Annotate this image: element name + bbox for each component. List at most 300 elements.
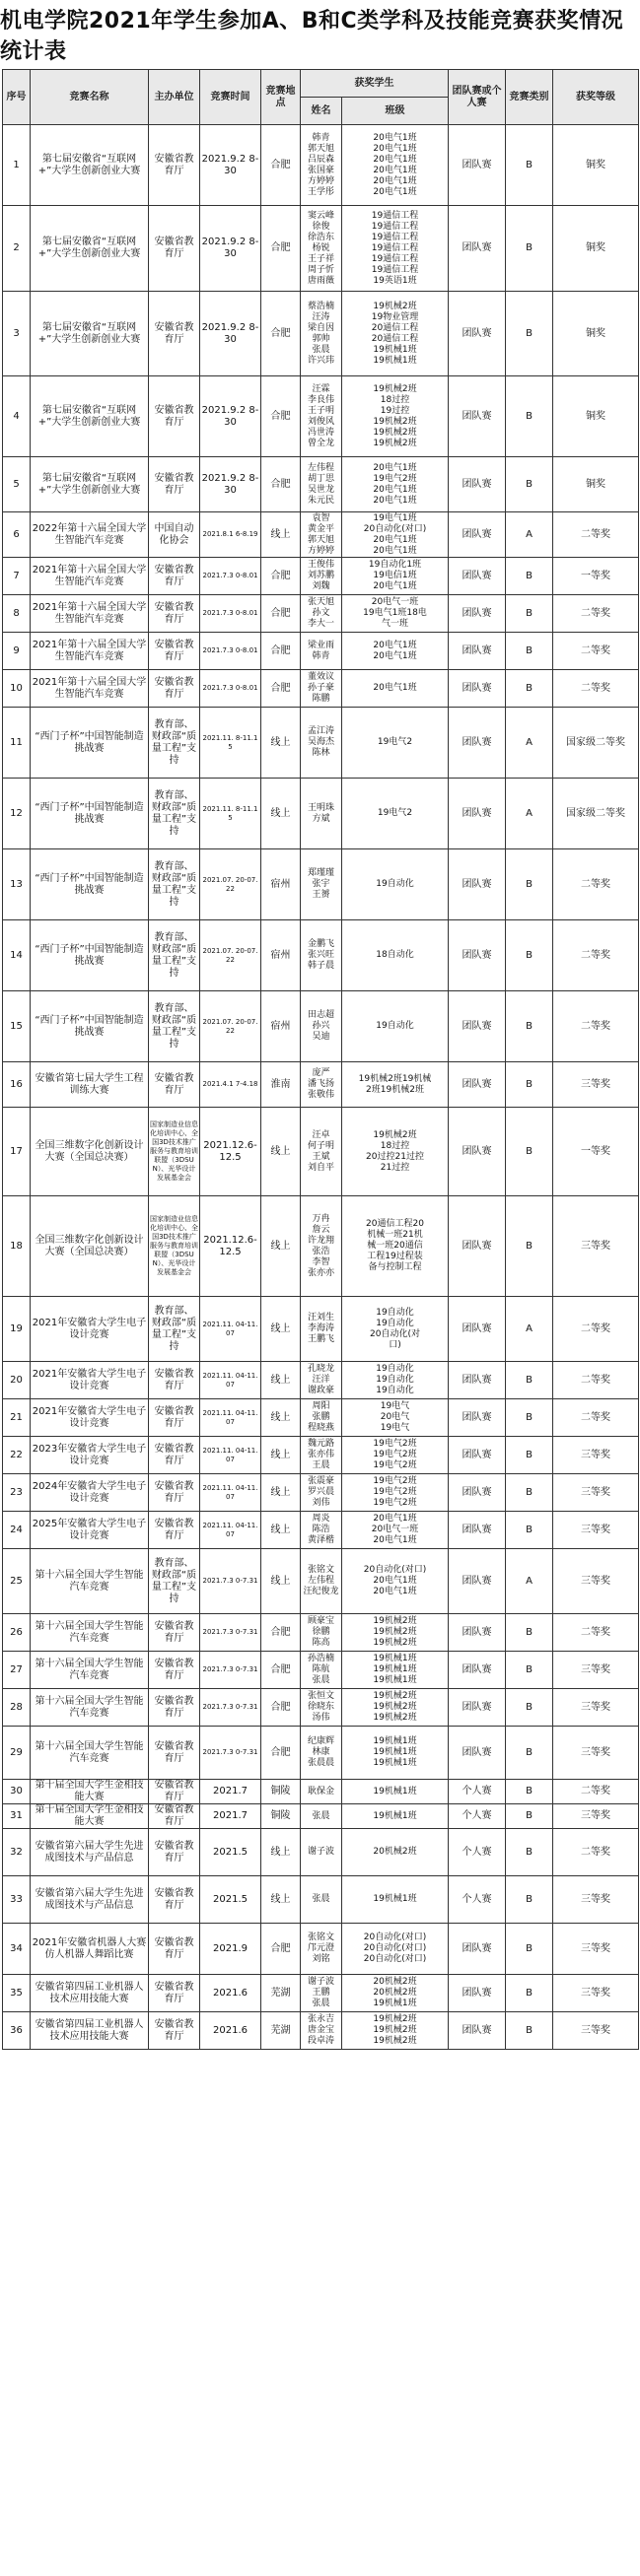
student-classes: [342, 1689, 449, 1727]
team-or-individual: 团队赛: [449, 1399, 506, 1437]
student-class: 20电气1班: [373, 534, 417, 545]
student-classes: [342, 1474, 449, 1512]
student-name: 王明珠: [307, 802, 334, 813]
competition-name: 安徽省第四届工业机器人技术应用技能大赛: [31, 2012, 149, 2050]
student-name: 曾全龙: [307, 438, 334, 448]
student-class: 20电气1班: [373, 1535, 417, 1545]
competition-time: 2021.11. 04-11.07: [200, 1512, 261, 1549]
student-name: 汪纪俊龙: [303, 1587, 339, 1596]
student-class: 20电气1班: [373, 1587, 417, 1596]
student-class: 20电气: [380, 1412, 410, 1422]
student-name: 郭帅: [312, 333, 330, 344]
organizer: 安徽省教育厅: [149, 670, 200, 708]
award-level: 国家级二等奖: [553, 708, 639, 779]
student-name: 韩子晨: [307, 961, 334, 971]
student-name: 张亦伟: [307, 1450, 334, 1459]
student-class: 20电气1班: [373, 154, 417, 165]
header-no: 序号: [3, 70, 31, 125]
student-name: 刘俊风: [307, 416, 334, 427]
student-class: 19电气: [380, 1401, 410, 1411]
award-level: 三等奖: [553, 1512, 639, 1549]
student-name: 徐鹏: [312, 1627, 330, 1637]
team-or-individual: 团队赛: [449, 2012, 506, 2050]
student-class: 19电气1班: [373, 512, 417, 523]
student-name: 耿保金: [307, 1786, 334, 1796]
competition-time: 2021.9.2 8-30: [200, 457, 261, 512]
student-name: 陈高: [312, 1638, 330, 1648]
organizer: 安徽省教育厅: [149, 1780, 200, 1804]
student-name: 林康: [312, 1747, 330, 1757]
student-names: [301, 1399, 342, 1437]
page-title: 机电学院2021年学生参加A、B和C类学科及技能竞赛获奖情况统计表: [0, 9, 624, 64]
competition-category: B: [506, 457, 553, 512]
organizer: 安徽省教育厅: [149, 125, 200, 206]
student-names: [301, 1108, 342, 1196]
table-row: [3, 595, 639, 633]
student-names: [301, 1297, 342, 1362]
table-row: [3, 1727, 639, 1780]
competition-time: 2021.7.3 0-7.31: [200, 1652, 261, 1689]
competition-category: B: [506, 920, 553, 991]
competition-name: 2025年安徽省大学生电子设计竞赛: [31, 1512, 149, 1549]
team-or-individual: 团队赛: [449, 1727, 506, 1780]
student-classes: [342, 633, 449, 670]
student-name: 刘魏: [312, 581, 330, 591]
student-class: 20自动化(对: [370, 1328, 420, 1339]
team-or-individual: 团队赛: [449, 1512, 506, 1549]
competition-location: 线上: [261, 1512, 301, 1549]
competition-location: 线上: [261, 1399, 301, 1437]
student-classes: [342, 292, 449, 376]
student-name: 汤伟: [312, 1713, 330, 1723]
competition-category: B: [506, 1780, 553, 1804]
student-names: [301, 376, 342, 457]
table-row: [3, 991, 639, 1062]
student-class: 20电气1班: [373, 143, 417, 154]
student-classes: [342, 595, 449, 633]
competition-location: 合肥: [261, 1727, 301, 1780]
competition-name: 全国三维数字化创新设计大赛（全国总决赛）: [31, 1108, 149, 1196]
student-name: 汪卓: [312, 1129, 330, 1140]
student-class: 20电气一班: [371, 597, 419, 607]
competition-category: B: [506, 1362, 553, 1399]
student-name: 何子明: [307, 1140, 334, 1151]
student-name: 程晓燕: [307, 1423, 334, 1433]
student-name: 王学彤: [307, 186, 334, 197]
student-name: 郭天旭: [307, 143, 334, 154]
student-class: 19机械1班: [373, 1999, 417, 2008]
organizer: 安徽省教育厅: [149, 1437, 200, 1474]
competition-name: 第十六届全国大学生智能汽车竞赛: [31, 1614, 149, 1652]
competition-category: A: [506, 708, 553, 779]
award-level: 二等奖: [553, 1614, 639, 1652]
student-classes: [342, 1924, 449, 1975]
student-name: 陈浩: [312, 1525, 330, 1534]
organizer: 教育部、财政部“质量工程”支持: [149, 991, 200, 1062]
competition-location: 合肥: [261, 206, 301, 292]
row-no: 19: [3, 1297, 31, 1362]
competition-name: “西门子杯”中国智能制造挑战赛: [31, 991, 149, 1062]
competition-name: 第七届安徽省“互联网+”大学生创新创业大赛: [31, 457, 149, 512]
student-class: 19机械1班: [373, 1747, 417, 1757]
row-no: 9: [3, 633, 31, 670]
team-or-individual: 团队赛: [449, 1924, 506, 1975]
student-classes: [342, 376, 449, 457]
row-no: 12: [3, 779, 31, 849]
student-name: 梁自因: [307, 322, 334, 333]
row-no: 15: [3, 991, 31, 1062]
student-class: 口): [389, 1339, 401, 1350]
team-or-individual: 团队赛: [449, 1614, 506, 1652]
student-class: 20机械2班: [373, 1847, 417, 1857]
award-level: 铜奖: [553, 457, 639, 512]
table-row: [3, 1829, 639, 1876]
table-row: [3, 457, 639, 512]
student-names: [301, 2012, 342, 2050]
student-name: 陈林: [312, 748, 330, 758]
student-name: 王赟: [312, 890, 330, 900]
student-name: 孟江涛: [307, 726, 334, 736]
student-names: [301, 1727, 342, 1780]
student-class: 20通信工程: [371, 322, 419, 333]
student-name: 方斌: [312, 813, 330, 824]
competition-name: 2021年第十六届全国大学生智能汽车竞赛: [31, 670, 149, 708]
student-name: 左伟程: [307, 462, 334, 473]
competition-name: 第十六届全国大学生智能汽车竞赛: [31, 1549, 149, 1614]
competition-category: A: [506, 1549, 553, 1614]
student-name: 唐雨薇: [307, 275, 334, 286]
student-classes: [342, 1829, 449, 1876]
competition-location: 淮南: [261, 1062, 301, 1108]
student-name: 徐浩东: [307, 232, 334, 242]
award-level: 三等奖: [553, 1062, 639, 1108]
competition-location: 线上: [261, 1829, 301, 1876]
award-level: 三等奖: [553, 1652, 639, 1689]
competition-name: “西门子杯”中国智能制造挑战赛: [31, 708, 149, 779]
competition-category: B: [506, 1474, 553, 1512]
student-class: 21过控: [380, 1162, 410, 1173]
student-class: 19机械2班: [373, 1616, 417, 1626]
student-name: 王俊伟: [307, 560, 334, 570]
table-body: [3, 125, 639, 2050]
award-level: 三等奖: [553, 1975, 639, 2012]
competition-location: 合肥: [261, 1924, 301, 1975]
student-name: 吴海杰: [307, 737, 334, 747]
student-name: 庞严: [312, 1068, 330, 1078]
student-name: 魏元路: [307, 1439, 334, 1449]
competition-time: 2021.4.1 7-4.18: [200, 1062, 261, 1108]
header-class: 班级: [342, 98, 449, 125]
student-names: [301, 1474, 342, 1512]
student-name: 张敬伟: [307, 1090, 334, 1100]
competition-time: 2021.11. 04-11.07: [200, 1362, 261, 1399]
student-classes: [342, 1975, 449, 2012]
team-or-individual: 团队赛: [449, 1689, 506, 1727]
student-classes: [342, 1512, 449, 1549]
award-level: 二等奖: [553, 1297, 639, 1362]
competition-location: 线上: [261, 1549, 301, 1614]
student-class: 19电气2班: [373, 473, 417, 484]
team-or-individual: 团队赛: [449, 512, 506, 558]
student-class: 19通信工程: [371, 264, 419, 275]
student-name: 孔晓龙: [307, 1364, 334, 1374]
student-name: 张铭文: [307, 1565, 334, 1575]
competition-category: B: [506, 1437, 553, 1474]
student-class: 18过控: [380, 394, 410, 405]
award-level: 三等奖: [553, 1804, 639, 1829]
student-names: [301, 920, 342, 991]
organizer: 安徽省教育厅: [149, 1062, 200, 1108]
table-row: [3, 849, 639, 920]
student-class: 工程19过程装: [367, 1252, 423, 1261]
student-class: 19机械2班: [373, 416, 417, 427]
student-class: 19机械1班: [373, 355, 417, 366]
student-names: [301, 457, 342, 512]
student-class: 械一班20通信: [367, 1241, 423, 1251]
student-class: 19机械2班: [373, 301, 417, 311]
student-name: 蔡浩楠: [307, 301, 334, 311]
student-names: [301, 1614, 342, 1652]
competition-category: B: [506, 991, 553, 1062]
student-class: 20机械2班: [373, 1977, 417, 1987]
table-row: [3, 1876, 639, 1924]
student-name: 刘苏鹏: [307, 571, 334, 580]
competition-name: 2021年安徽省大学生电子设计竞赛: [31, 1399, 149, 1437]
student-class: 19机械1班: [373, 1894, 417, 1904]
row-no: 33: [3, 1876, 31, 1924]
competition-location: 芜湖: [261, 1975, 301, 2012]
student-name: 邝元澄: [307, 1943, 334, 1953]
competition-location: 合肥: [261, 1614, 301, 1652]
student-class: 19通信工程: [371, 221, 419, 232]
student-class: 19机械2班: [373, 1691, 417, 1701]
student-class: 2班19机械2班: [366, 1084, 424, 1095]
student-name: 方婷婷: [307, 545, 334, 556]
student-name: 金鹏飞: [307, 939, 334, 949]
row-no: 26: [3, 1614, 31, 1652]
competition-location: 线上: [261, 1876, 301, 1924]
team-or-individual: 个人赛: [449, 1804, 506, 1829]
competition-category: B: [506, 558, 553, 595]
row-no: 22: [3, 1437, 31, 1474]
student-name: 谢子波: [307, 1977, 334, 1987]
competition-time: 2021.7.3 0-8.01: [200, 558, 261, 595]
row-no: 3: [3, 292, 31, 376]
student-class: 19机械2班: [373, 2025, 417, 2035]
award-level: 二等奖: [553, 849, 639, 920]
student-name: 徐俊: [312, 221, 330, 232]
student-name: 徐晓东: [307, 1702, 334, 1712]
organizer: 安徽省教育厅: [149, 292, 200, 376]
student-class: 19通信工程: [371, 242, 419, 253]
competition-location: 宿州: [261, 849, 301, 920]
student-class: 19机械2班: [373, 1627, 417, 1637]
header-location: 竞赛地点: [261, 70, 301, 125]
award-level: 二等奖: [553, 920, 639, 991]
student-name: 田志超: [307, 1010, 334, 1020]
competition-location: 线上: [261, 1196, 301, 1297]
competition-name: 2021年第十六届全国大学生智能汽车竞赛: [31, 633, 149, 670]
competition-category: B: [506, 376, 553, 457]
competition-time: 2021.9.2 8-30: [200, 206, 261, 292]
student-class: 19自动化: [376, 1364, 414, 1374]
student-classes: [342, 2012, 449, 2050]
competition-category: B: [506, 206, 553, 292]
competition-time: 2021.7.3 0-7.31: [200, 1549, 261, 1614]
competition-location: 合肥: [261, 670, 301, 708]
competition-name: 第十届全国大学生金相技能大赛: [31, 1804, 149, 1829]
student-name: 汪涛: [312, 311, 330, 322]
student-name: 潘飞扬: [307, 1079, 334, 1089]
competition-time: 2021.7: [200, 1780, 261, 1804]
team-or-individual: 个人赛: [449, 1780, 506, 1804]
table-row: [3, 1689, 639, 1727]
student-name: 谢子波: [307, 1847, 334, 1857]
student-class: 19机械2班: [373, 438, 417, 448]
student-class: 20自动化(对口): [363, 523, 427, 534]
student-name: 唐金宝: [307, 2025, 334, 2035]
student-class: 19自动化: [376, 1318, 414, 1328]
student-class: 19电气2班: [373, 1460, 417, 1470]
student-name: 汪刘生: [307, 1313, 334, 1322]
student-name: 陈鹏: [312, 694, 330, 704]
competition-category: B: [506, 670, 553, 708]
competition-category: B: [506, 1196, 553, 1297]
student-name: 孙浩楠: [307, 1654, 334, 1663]
award-level: 二等奖: [553, 512, 639, 558]
award-level: 二等奖: [553, 1362, 639, 1399]
student-class: 机械一班21机: [367, 1230, 423, 1240]
competition-location: 合肥: [261, 1652, 301, 1689]
student-class: 19机械2班: [373, 1129, 417, 1140]
student-class: 19通信工程: [371, 210, 419, 221]
student-name: 李海涛: [307, 1323, 334, 1333]
table-row: [3, 1297, 639, 1362]
student-name: 张兴旺: [307, 950, 334, 960]
team-or-individual: 团队赛: [449, 991, 506, 1062]
row-no: 13: [3, 849, 31, 920]
student-class: 19自动化: [376, 1021, 414, 1031]
student-class: 20电气一班: [371, 1525, 419, 1534]
competition-category: B: [506, 849, 553, 920]
competition-time: 2021.12.6-12.5: [200, 1196, 261, 1297]
student-class: 19机械2班: [373, 1713, 417, 1723]
student-class: 19机械2班: [373, 1702, 417, 1712]
student-name: 黄金平: [307, 523, 334, 534]
competition-category: B: [506, 1727, 553, 1780]
table-row: [3, 1804, 639, 1829]
student-class: 19机械1班: [373, 1786, 417, 1796]
student-name: 刘自平: [307, 1162, 334, 1173]
student-classes: [342, 1549, 449, 1614]
student-name: 张宇: [312, 879, 330, 889]
competition-location: 线上: [261, 1297, 301, 1362]
row-no: 21: [3, 1399, 31, 1437]
student-classes: [342, 779, 449, 849]
competition-name: 2021年安徽省机器人大赛仿人机器人舞蹈比赛: [31, 1924, 149, 1975]
team-or-individual: 团队赛: [449, 1549, 506, 1614]
award-level: 二等奖: [553, 1780, 639, 1804]
competition-name: 2021年第十六届全国大学生智能汽车竞赛: [31, 558, 149, 595]
student-name: 孙文: [312, 608, 330, 618]
organizer: 教育部、财政部“质量工程”支持: [149, 1549, 200, 1614]
student-name: 张晨晨: [307, 1758, 334, 1768]
row-no: 2: [3, 206, 31, 292]
competition-category: B: [506, 1108, 553, 1196]
row-no: 4: [3, 376, 31, 457]
student-name: 张晨: [312, 344, 330, 355]
row-no: 35: [3, 1975, 31, 2012]
student-class: 19电气: [380, 1423, 410, 1433]
team-or-individual: 团队赛: [449, 206, 506, 292]
header-name: 姓名: [301, 98, 342, 125]
table-row: [3, 558, 639, 595]
award-level: 二等奖: [553, 1399, 639, 1437]
table-row: [3, 1975, 639, 2012]
student-class: 20电气1班: [373, 132, 417, 143]
student-name: 韩青: [312, 132, 330, 143]
table-row: [3, 206, 639, 292]
student-class: 19机械2班: [373, 427, 417, 438]
student-classes: [342, 1780, 449, 1804]
student-name: 汪洋: [312, 1375, 330, 1385]
table-row: [3, 1062, 639, 1108]
row-no: 8: [3, 595, 31, 633]
student-class: 20自动化(对口): [363, 1954, 427, 1964]
row-no: 27: [3, 1652, 31, 1689]
student-name: 詹云: [312, 1224, 330, 1235]
award-level: 三等奖: [553, 1924, 639, 1975]
student-name: 王子祥: [307, 253, 334, 264]
student-class: 气一班: [381, 619, 408, 629]
student-class: 19电气2班: [373, 1439, 417, 1449]
organizer: 教育部、财政部“质量工程”支持: [149, 849, 200, 920]
team-or-individual: 个人赛: [449, 1876, 506, 1924]
student-classes: [342, 1614, 449, 1652]
student-name: 袁智: [312, 512, 330, 523]
table-row: [3, 1399, 639, 1437]
competition-time: 2021.5: [200, 1876, 261, 1924]
competition-time: 2021.9.2 8-30: [200, 292, 261, 376]
competition-location: 合肥: [261, 1689, 301, 1727]
organizer: 安徽省教育厅: [149, 1689, 200, 1727]
competition-time: 2021.07. 20-07.22: [200, 991, 261, 1062]
award-level: 三等奖: [553, 1689, 639, 1727]
organizer: 安徽省教育厅: [149, 1652, 200, 1689]
competition-category: B: [506, 1652, 553, 1689]
award-level: 三等奖: [553, 1437, 639, 1474]
organizer: 中国自动化协会: [149, 512, 200, 558]
student-name: 纪康辉: [307, 1736, 334, 1746]
row-no: 34: [3, 1924, 31, 1975]
student-name: 郑瑾瑾: [307, 868, 334, 878]
student-names: [301, 1437, 342, 1474]
competition-time: 2021.11. 04-11.07: [200, 1297, 261, 1362]
table-row: [3, 1437, 639, 1474]
student-class: 20通信工程: [371, 333, 419, 344]
student-name: 胡丁思: [307, 473, 334, 484]
table-row: [3, 1924, 639, 1975]
table-row: [3, 1512, 639, 1549]
student-class: 19机械2班: [373, 1638, 417, 1648]
competition-name: 安徽省第六届大学生先进成图技术与产品信息: [31, 1829, 149, 1876]
competition-name: 第十六届全国大学生智能汽车竞赛: [31, 1689, 149, 1727]
competition-time: 2021.7.3 0-8.01: [200, 595, 261, 633]
student-class: 20电气1班: [373, 640, 417, 650]
student-name: 李智: [312, 1256, 330, 1267]
competition-time: 2021.7.3 0-7.31: [200, 1614, 261, 1652]
row-no: 24: [3, 1512, 31, 1549]
